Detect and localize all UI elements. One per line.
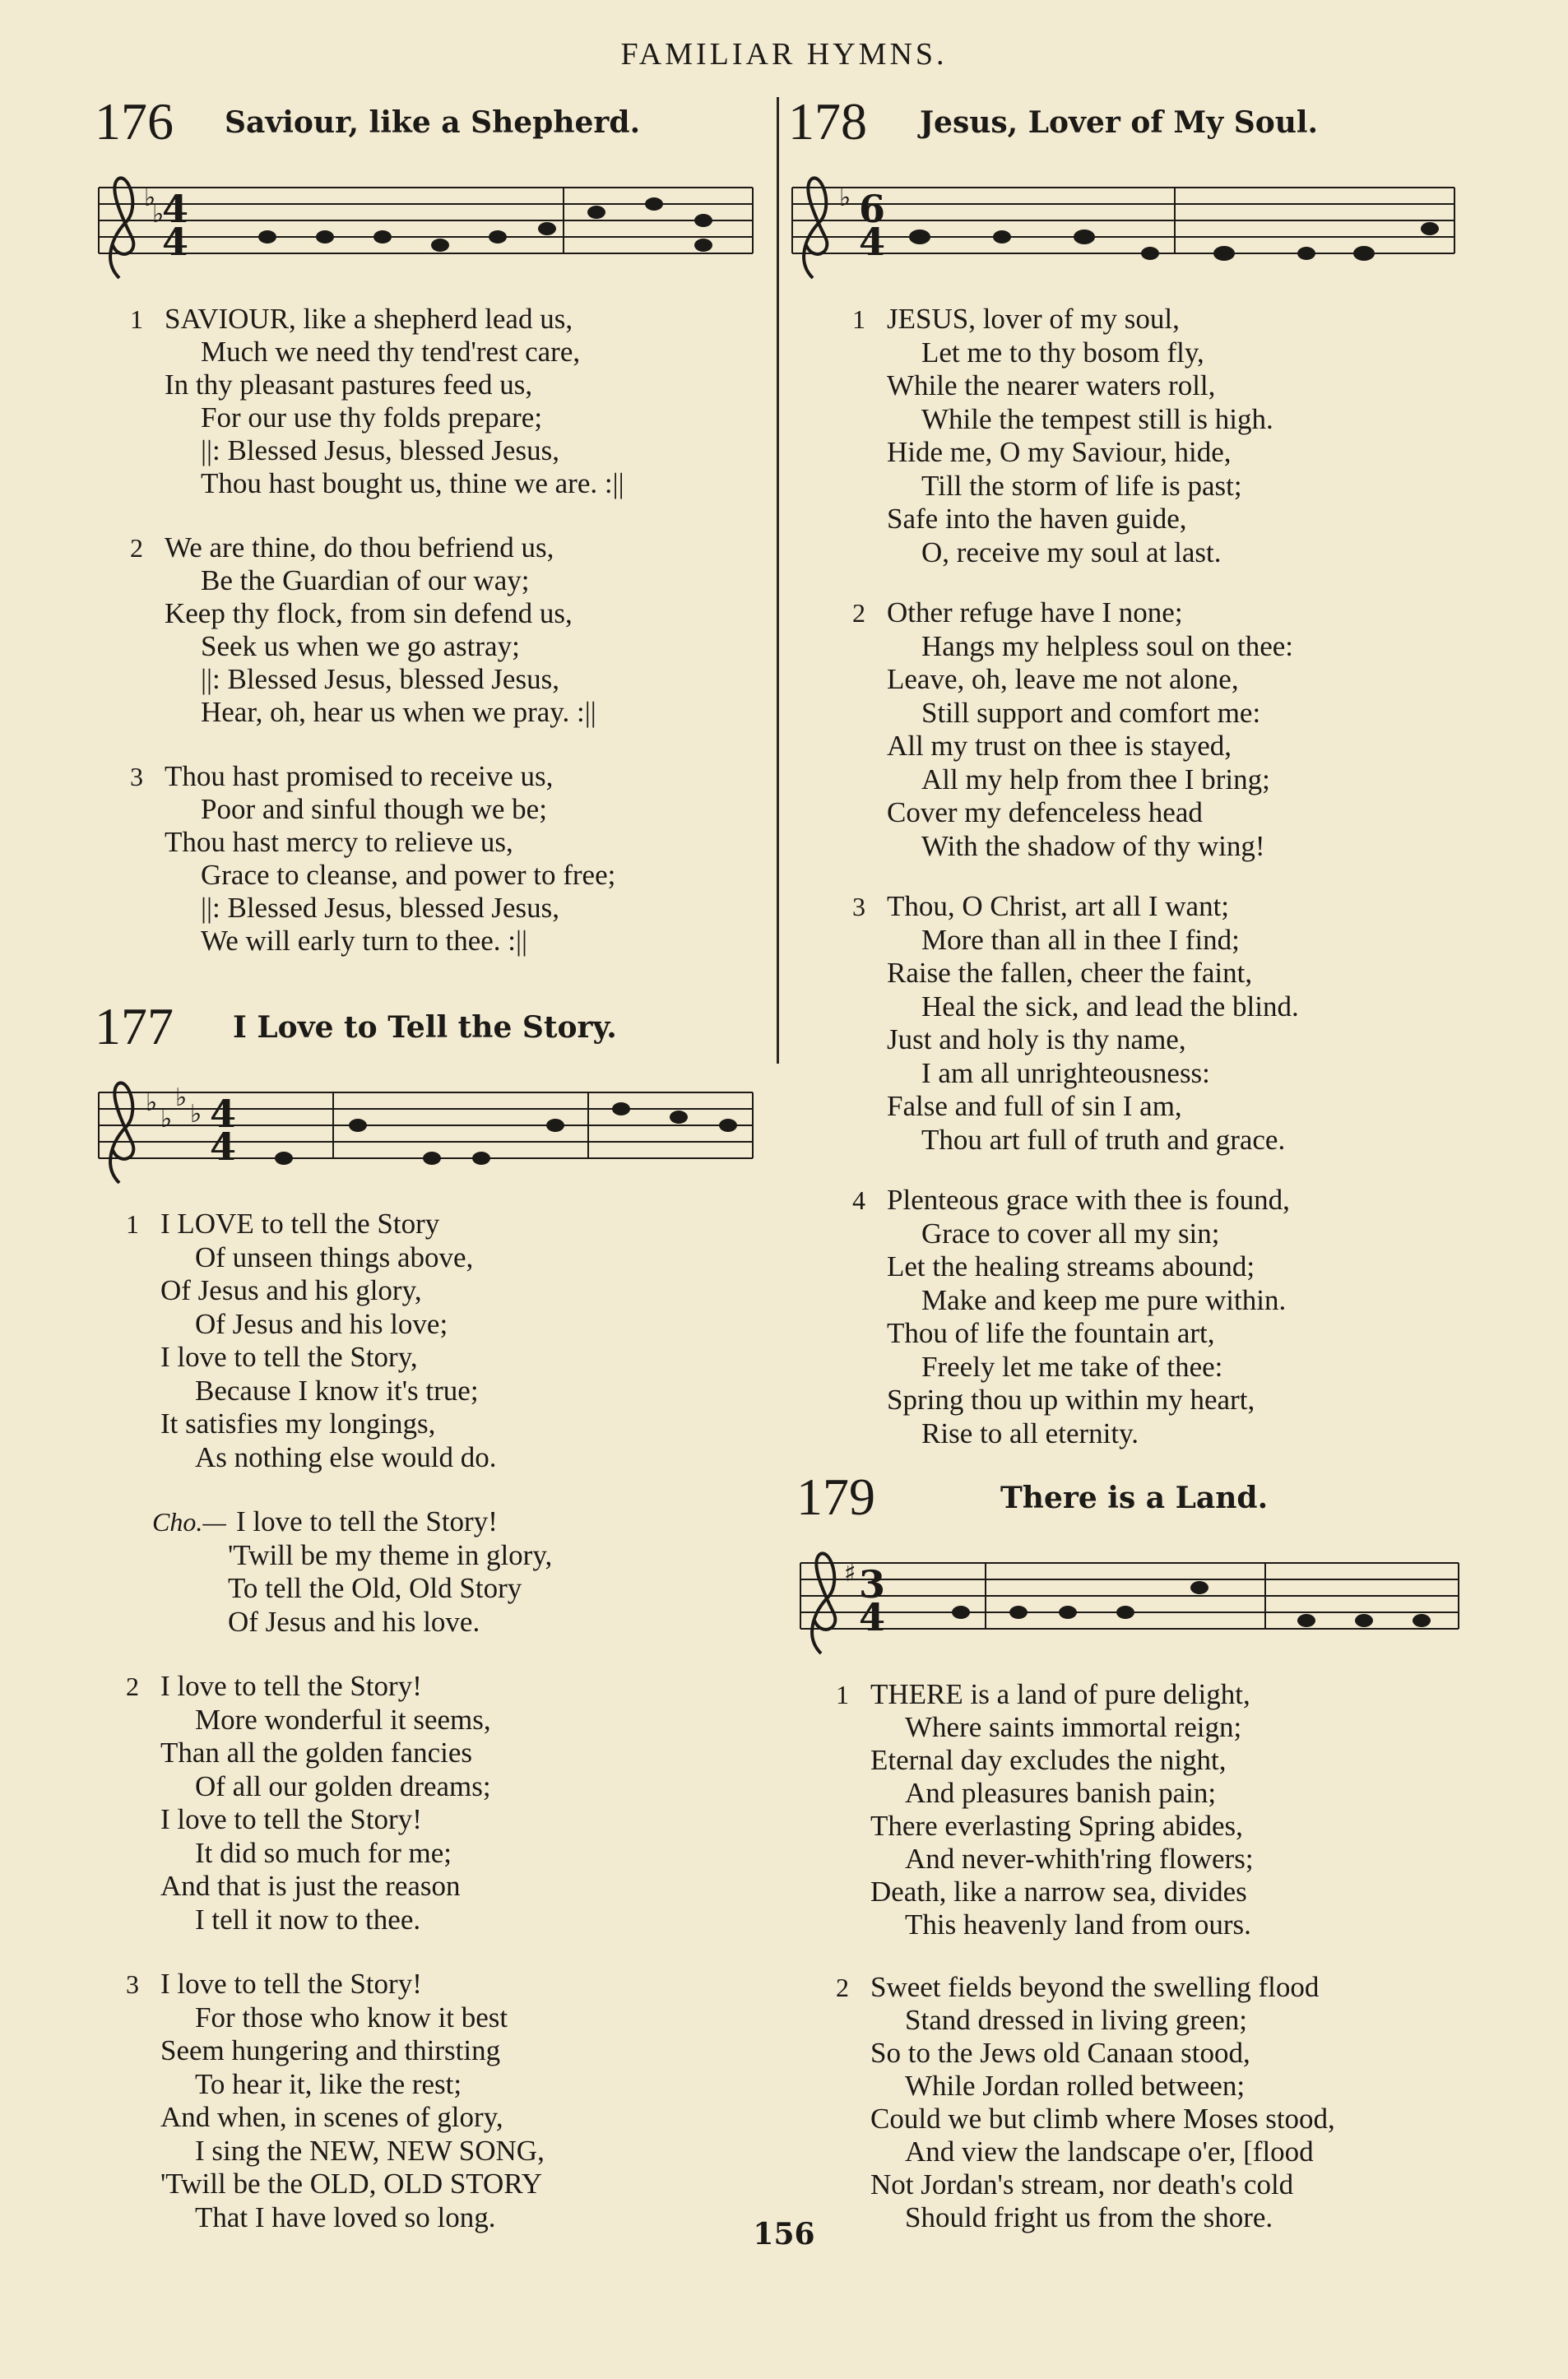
staff-notation-icon — [95, 1068, 761, 1191]
verse-line-text: Thou hast promised to receive us, — [165, 760, 554, 792]
verse-line: More wonderful it seems, — [195, 1703, 491, 1736]
hymn-178 — [788, 89, 1463, 1450]
verse-line: Hangs my helpless soul on thee: — [921, 629, 1294, 662]
verse-line: I love to tell the Story! — [160, 1803, 422, 1835]
verse-line: So to the Jews old Canaan stood, — [870, 2037, 1250, 2069]
stanza — [152, 1505, 761, 1639]
verse-line-text: Other refuge have I none; — [887, 596, 1183, 628]
svg-text:♭: ♭ — [839, 183, 851, 212]
verse-line: Cover my defenceless head — [887, 796, 1203, 828]
verse-line: Of Jesus and his love. — [228, 1605, 480, 1638]
verse-line: Till the storm of life is past; — [921, 469, 1242, 502]
verse-number: 2 — [130, 533, 143, 563]
verse-line-text: I love to tell the Story! — [160, 1670, 422, 1702]
verse-line: 'Twill be my theme in glory, — [228, 1538, 553, 1571]
verse-line: Heal the sick, and lead the blind. — [921, 990, 1299, 1023]
verse-line: ||: Blessed Jesus, blessed Jesus, — [201, 892, 559, 924]
stanza — [852, 303, 1463, 569]
verse-line: Not Jordan's stream, nor death's cold — [870, 2168, 1294, 2200]
stanza — [852, 596, 1463, 863]
svg-text:4: 4 — [162, 187, 189, 231]
column-divider — [777, 97, 779, 1064]
hymn-text — [95, 1208, 761, 2234]
verse-number: 1 — [852, 304, 865, 334]
verse-number: 3 — [130, 762, 143, 791]
stanza — [836, 1678, 1479, 1941]
verse-line-text: We are thine, do thou befriend us, — [165, 531, 554, 563]
verse-line: Where saints immortal reign; — [905, 1711, 1242, 1743]
verse-line: Death, like a narrow sea, divides — [870, 1876, 1247, 1908]
svg-text:4: 4 — [162, 220, 189, 264]
verse-line — [152, 1505, 761, 1539]
verse-line-text: SAVIOUR, like a shepherd lead us, — [165, 303, 573, 335]
verse-line: Of Jesus and his glory, — [160, 1274, 422, 1306]
verse-line: And never-whith'ring flowers; — [905, 1843, 1254, 1875]
verse-line: Thou hast mercy to relieve us, — [165, 826, 513, 858]
verse-line: O, receive my soul at last. — [921, 536, 1222, 568]
music-staff — [95, 1068, 761, 1191]
verse-line: I am all unrighteousness: — [921, 1056, 1210, 1089]
svg-text:4: 4 — [859, 1595, 886, 1639]
verse-number: 1 — [126, 1209, 139, 1239]
verse-number: 2 — [126, 1672, 139, 1701]
svg-text:4: 4 — [859, 220, 886, 264]
svg-text:4: 4 — [210, 1125, 237, 1169]
page-header: FAMILIAR HYMNS. — [620, 37, 948, 72]
verse-line: Just and holy is thy name, — [887, 1023, 1186, 1055]
svg-text:♯: ♯ — [844, 1559, 856, 1588]
verse-line: In thy pleasant pastures feed us, — [165, 369, 533, 401]
stanza — [126, 1968, 761, 2234]
verse-line — [836, 1971, 1479, 2004]
hymn-number: 179 — [796, 1468, 875, 1526]
verse-number: 1 — [836, 1680, 849, 1709]
verse-line: Freely let me take of thee: — [921, 1350, 1223, 1383]
verse-line — [126, 1968, 761, 2001]
verse-line: While Jordan rolled between; — [905, 2070, 1246, 2102]
verse-line: ||: Blessed Jesus, blessed Jesus, — [201, 663, 559, 695]
svg-text:3: 3 — [859, 1562, 886, 1607]
stanza — [852, 1184, 1463, 1450]
verse-line: Grace to cover all my sin; — [921, 1217, 1220, 1250]
verse-line: Seek us when we go astray; — [201, 630, 520, 662]
verse-line-text: Thou, O Christ, art all I want; — [887, 890, 1230, 922]
verse-line: While the nearer waters roll, — [887, 369, 1216, 401]
stanza — [130, 531, 761, 729]
svg-text:♭: ♭ — [190, 1100, 202, 1129]
verse-line — [836, 1678, 1479, 1711]
verse-line: Rise to all eternity. — [921, 1417, 1139, 1449]
verse-line: Still support and comfort me: — [921, 696, 1261, 729]
verse-line — [852, 596, 1463, 630]
verse-line: I tell it now to thee. — [195, 1903, 421, 1936]
verse-number: 1 — [130, 304, 143, 334]
music-staff — [796, 1538, 1479, 1662]
stanza — [130, 760, 761, 958]
verse-line: To hear it, like the rest; — [195, 2067, 462, 2100]
verse-line: Seem hungering and thirsting — [160, 2034, 501, 2066]
verse-line-text: I LOVE to tell the Story — [160, 1208, 440, 1240]
verse-line: That I have loved so long. — [195, 2200, 496, 2233]
verse-line: Poor and sinful though we be; — [201, 793, 547, 825]
verse-line — [852, 303, 1463, 336]
stanza — [130, 303, 761, 500]
verse-line: And view the landscape o'er, [flood — [905, 2136, 1314, 2168]
verse-line: And pleasures banish pain; — [905, 1777, 1217, 1809]
hymn-title: There is a Land. — [1000, 1481, 1269, 1515]
verse-line: To tell the Old, Old Story — [228, 1572, 522, 1604]
hymn-number: 176 — [95, 92, 174, 151]
hymn-text — [796, 1678, 1479, 2234]
verse-line: It satisfies my longings, — [160, 1407, 436, 1440]
verse-line: With the shadow of thy wing! — [921, 829, 1265, 862]
verse-line: There everlasting Spring abides, — [870, 1810, 1243, 1842]
verse-line: For those who know it best — [195, 2001, 508, 2034]
verse-line: Could we but climb where Moses stood, — [870, 2103, 1335, 2135]
staff-notation-icon — [788, 163, 1463, 286]
verse-line: Stand dressed in living green; — [905, 2004, 1248, 2036]
verse-line: Of unseen things above, — [195, 1241, 474, 1273]
verse-line — [852, 1184, 1463, 1217]
verse-line — [852, 890, 1463, 924]
svg-text:6: 6 — [859, 187, 886, 231]
verse-line: Hear, oh, hear us when we pray. :|| — [201, 696, 596, 728]
hymn-177 — [95, 994, 761, 2234]
hymn-number: 178 — [788, 92, 867, 151]
stanza — [836, 1971, 1479, 2234]
verse-line — [130, 531, 761, 564]
verse-line: It did so much for me; — [195, 1836, 452, 1869]
verse-line-text: I love to tell the Story! — [160, 1968, 422, 2000]
verse-line: And when, in scenes of glory, — [160, 2101, 503, 2133]
hymn-text — [788, 303, 1463, 1450]
verse-line: More than all in thee I find; — [921, 923, 1240, 956]
stanza — [852, 890, 1463, 1157]
verse-line: While the tempest still is high. — [921, 402, 1273, 435]
verse-line: Of all our golden dreams; — [195, 1769, 491, 1802]
verse-line — [126, 1208, 761, 1241]
verse-line: Should fright us from the shore. — [905, 2201, 1273, 2233]
verse-line: We will early turn to thee. :|| — [201, 925, 528, 957]
verse-line — [130, 760, 761, 793]
verse-line: I sing the NEW, NEW SONG, — [195, 2134, 545, 2167]
hymn-title: Jesus, Lover of My Soul. — [920, 105, 1319, 140]
verse-number: 2 — [852, 598, 865, 628]
verse-line: Than all the golden fancies — [160, 1737, 473, 1769]
verse-line: Grace to cleanse, and power to free; — [201, 859, 616, 891]
verse-line: Eternal day excludes the night, — [870, 1744, 1227, 1776]
verse-line: Let me to thy bosom fly, — [921, 336, 1204, 369]
verse-line: Safe into the haven guide, — [887, 503, 1187, 535]
verse-number: 2 — [836, 1973, 849, 2002]
verse-line: All my trust on thee is stayed, — [887, 730, 1232, 762]
svg-text:♭: ♭ — [144, 183, 156, 212]
verse-line-text: Sweet fields beyond the swelling flood — [870, 1971, 1320, 2003]
hymn-176 — [95, 89, 761, 958]
verse-line: Keep thy flock, from sin defend us, — [165, 597, 573, 629]
verse-line: Let the healing streams abound; — [887, 1250, 1255, 1282]
verse-line: Thou hast bought us, thine we are. :|| — [201, 467, 624, 499]
verse-line: Make and keep me pure within. — [921, 1283, 1287, 1316]
music-staff — [788, 163, 1463, 286]
svg-text:♭: ♭ — [175, 1083, 188, 1112]
verse-line: 'Twill be the OLD, OLD STORY — [160, 2168, 543, 2200]
verse-line: Much we need thy tend'rest care, — [201, 336, 581, 368]
verse-line: ||: Blessed Jesus, blessed Jesus, — [201, 434, 559, 466]
verse-line: Raise the fallen, cheer the faint, — [887, 957, 1253, 989]
verse-line-text: THERE is a land of pure delight, — [870, 1678, 1250, 1710]
staff-notation-icon — [796, 1538, 1479, 1662]
verse-line-text: Plenteous grace with thee is found, — [887, 1184, 1290, 1216]
verse-line-text: I love to tell the Story! — [236, 1505, 498, 1537]
verse-line: As nothing else would do. — [195, 1440, 497, 1473]
verse-line: For our use thy folds prepare; — [201, 401, 543, 434]
svg-text:♭: ♭ — [160, 1105, 173, 1134]
verse-number: 4 — [852, 1185, 865, 1215]
verse-number: Cho.— — [152, 1507, 226, 1537]
verse-line: Because I know it's true; — [195, 1374, 479, 1407]
verse-number: 3 — [852, 892, 865, 921]
verse-line: This heavenly land from ours. — [905, 1908, 1251, 1941]
verse-line: I love to tell the Story, — [160, 1341, 418, 1373]
music-staff — [95, 163, 761, 286]
verse-line — [126, 1670, 761, 1704]
verse-line: Hide me, O my Saviour, hide, — [887, 436, 1232, 468]
verse-line: All my help from thee I bring; — [921, 763, 1270, 795]
verse-line: Leave, oh, leave me not alone, — [887, 663, 1239, 695]
page-number: 156 — [753, 2217, 815, 2251]
verse-line: And that is just the reason — [160, 1870, 461, 1902]
stanza — [126, 1208, 761, 1474]
svg-text:♭: ♭ — [146, 1088, 158, 1117]
staff-notation-icon — [95, 163, 761, 286]
svg-text:♭: ♭ — [152, 200, 165, 229]
verse-number: 3 — [126, 1969, 139, 1999]
svg-text:4: 4 — [210, 1092, 237, 1136]
hymn-number: 177 — [95, 997, 174, 1055]
hymn-179 — [796, 1464, 1479, 2234]
verse-line-text: JESUS, lover of my soul, — [887, 303, 1180, 335]
hymn-title: Saviour, like a Shepherd. — [225, 105, 641, 140]
hymn-title: I Love to Tell the Story. — [233, 1010, 617, 1045]
verse-line: Thou of life the fountain art, — [887, 1317, 1215, 1349]
verse-line: Of Jesus and his love; — [195, 1307, 448, 1340]
stanza — [126, 1670, 761, 1936]
hymn-text — [95, 303, 761, 958]
verse-line: Be the Guardian of our way; — [201, 564, 530, 596]
verse-line: Thou art full of truth and grace. — [921, 1123, 1286, 1156]
verse-line: False and full of sin I am, — [887, 1090, 1182, 1122]
verse-line: Spring thou up within my heart, — [887, 1384, 1255, 1416]
verse-line — [130, 303, 761, 336]
